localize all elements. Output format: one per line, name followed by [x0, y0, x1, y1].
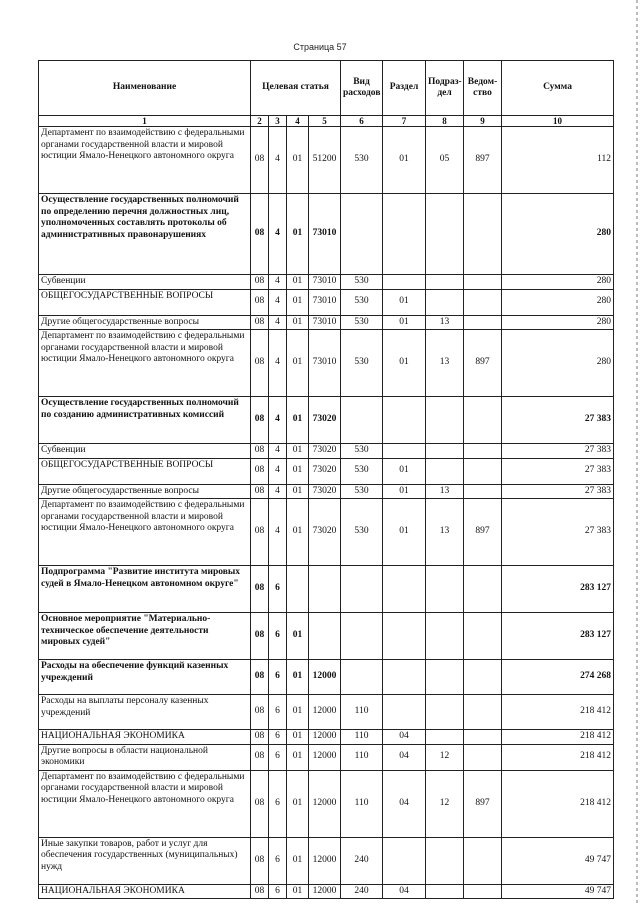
vedomstvo-cell: 897: [464, 770, 502, 837]
target-part-4: 12000: [309, 695, 341, 730]
sum-cell: 283 127: [502, 613, 614, 660]
target-part-2: 6: [269, 660, 287, 695]
col-number: 1: [39, 116, 251, 127]
vid-cell: 530: [341, 499, 383, 566]
target-part-3: 01: [287, 884, 309, 899]
razdel-cell: [383, 194, 426, 275]
target-part-3: 01: [287, 484, 309, 499]
table-row: [39, 613, 614, 660]
header-vid: Вид расходов: [341, 61, 383, 116]
row-name: Другие общегосударственные вопросы: [39, 484, 251, 499]
podrazdel-cell: [426, 194, 464, 275]
sum-cell: 218 412: [502, 770, 614, 837]
table-row: [39, 730, 614, 745]
razdel-cell: 01: [383, 458, 426, 484]
target-part-4: 12000: [309, 770, 341, 837]
row-name: Субвенции: [39, 444, 251, 459]
sum-cell: 280: [502, 194, 614, 275]
target-part-1: 08: [251, 289, 269, 315]
budget-table: [38, 60, 614, 899]
vedomstvo-cell: [464, 695, 502, 730]
vedomstvo-cell: [464, 837, 502, 884]
row-name: Департамент по взаимодействию с федеральными органами государственной власти и мировой юстиции Ямало-Ненецкого автономного округа: [39, 127, 251, 194]
target-part-1: 08: [251, 127, 269, 194]
podrazdel-cell: 05: [426, 127, 464, 194]
vid-cell: 110: [341, 695, 383, 730]
razdel-cell: [383, 444, 426, 459]
vedomstvo-cell: [464, 660, 502, 695]
target-part-2: 6: [269, 884, 287, 899]
target-part-4: 73010: [309, 315, 341, 330]
target-part-3: 01: [287, 660, 309, 695]
vid-cell: 240: [341, 884, 383, 899]
col-number: 4: [287, 116, 309, 127]
sum-cell: 218 412: [502, 744, 614, 770]
column-numbers-row: [39, 116, 614, 127]
target-part-1: 08: [251, 884, 269, 899]
vid-cell: [341, 566, 383, 613]
row-name: Основное мероприятие "Материально-техническое обеспечение деятельности мировых судей": [39, 613, 251, 660]
target-part-3: 01: [287, 744, 309, 770]
razdel-cell: 04: [383, 730, 426, 745]
razdel-cell: [383, 397, 426, 444]
razdel-cell: 04: [383, 884, 426, 899]
razdel-cell: [383, 695, 426, 730]
vid-cell: [341, 660, 383, 695]
table-row: [39, 660, 614, 695]
target-part-2: 6: [269, 744, 287, 770]
razdel-cell: 04: [383, 744, 426, 770]
vedomstvo-cell: [464, 194, 502, 275]
podrazdel-cell: 12: [426, 744, 464, 770]
sum-cell: 280: [502, 289, 614, 315]
podrazdel-cell: [426, 613, 464, 660]
podrazdel-cell: 12: [426, 770, 464, 837]
target-part-3: 01: [287, 770, 309, 837]
row-name: Расходы на обеспечение функций казенных учреждений: [39, 660, 251, 695]
podrazdel-cell: [426, 884, 464, 899]
vedomstvo-cell: [464, 484, 502, 499]
vedomstvo-cell: 897: [464, 127, 502, 194]
target-part-1: 08: [251, 613, 269, 660]
target-part-3: 01: [287, 289, 309, 315]
target-part-3: 01: [287, 397, 309, 444]
razdel-cell: [383, 837, 426, 884]
target-part-2: 6: [269, 770, 287, 837]
target-part-4: 12000: [309, 837, 341, 884]
header-target: Целевая статья: [251, 61, 341, 116]
table-row: [39, 444, 614, 459]
vid-cell: 530: [341, 275, 383, 290]
target-part-1: 08: [251, 837, 269, 884]
target-part-3: 01: [287, 730, 309, 745]
row-name: Подпрограмма "Развитие института мировых судей в Ямало-Ненецком автономном округе": [39, 566, 251, 613]
vedomstvo-cell: [464, 315, 502, 330]
podrazdel-cell: [426, 444, 464, 459]
target-part-3: 01: [287, 330, 309, 397]
col-number: 8: [426, 116, 464, 127]
target-part-4: 12000: [309, 730, 341, 745]
vedomstvo-cell: [464, 884, 502, 899]
table-row: [39, 695, 614, 730]
row-name: ОБЩЕГОСУДАРСТВЕННЫЕ ВОПРОСЫ: [39, 458, 251, 484]
sum-cell: 112: [502, 127, 614, 194]
vid-cell: 110: [341, 744, 383, 770]
podrazdel-cell: [426, 289, 464, 315]
podrazdel-cell: [426, 458, 464, 484]
table-row: [39, 770, 614, 837]
row-name: Департамент по взаимодействию с федеральными органами государственной власти и мировой юстиции Ямало-Ненецкого автономного округа: [39, 330, 251, 397]
target-part-4: 73020: [309, 499, 341, 566]
target-part-1: 08: [251, 444, 269, 459]
col-number: 6: [341, 116, 383, 127]
row-name: Другие вопросы в области национальной экономики: [39, 744, 251, 770]
podrazdel-cell: 13: [426, 484, 464, 499]
header-row: [39, 61, 614, 116]
vid-cell: 240: [341, 837, 383, 884]
razdel-cell: 01: [383, 315, 426, 330]
table-row: [39, 499, 614, 566]
razdel-cell: [383, 275, 426, 290]
sum-cell: 283 127: [502, 566, 614, 613]
vedomstvo-cell: [464, 397, 502, 444]
podrazdel-cell: [426, 730, 464, 745]
col-number: 10: [502, 116, 614, 127]
vid-cell: 530: [341, 330, 383, 397]
target-part-4: 73020: [309, 484, 341, 499]
row-name: НАЦИОНАЛЬНАЯ ЭКОНОМИКА: [39, 730, 251, 745]
target-part-4: [309, 566, 341, 613]
sum-cell: 218 412: [502, 730, 614, 745]
sum-cell: 274 268: [502, 660, 614, 695]
target-part-2: 4: [269, 275, 287, 290]
target-part-1: 08: [251, 730, 269, 745]
sum-cell: 27 383: [502, 458, 614, 484]
razdel-cell: 01: [383, 484, 426, 499]
table-row: [39, 884, 614, 899]
header-summa: Сумма: [502, 61, 614, 116]
target-part-2: 6: [269, 695, 287, 730]
row-name: Субвенции: [39, 275, 251, 290]
target-part-2: 4: [269, 330, 287, 397]
target-part-1: 08: [251, 744, 269, 770]
vedomstvo-cell: [464, 730, 502, 745]
target-part-3: 01: [287, 695, 309, 730]
target-part-2: 4: [269, 397, 287, 444]
target-part-1: 08: [251, 566, 269, 613]
target-part-2: 6: [269, 566, 287, 613]
vedomstvo-cell: 897: [464, 499, 502, 566]
target-part-1: 08: [251, 499, 269, 566]
sum-cell: 27 383: [502, 499, 614, 566]
row-name: Осуществление государственных полномочий по определению перечня должностных лиц, уполномоченных составлять протоколы об административных правонарушениях: [39, 194, 251, 275]
podrazdel-cell: 13: [426, 499, 464, 566]
target-part-2: 4: [269, 194, 287, 275]
target-part-2: 4: [269, 499, 287, 566]
sum-cell: 27 383: [502, 397, 614, 444]
podrazdel-cell: [426, 660, 464, 695]
col-number: 9: [464, 116, 502, 127]
page-label: Страница 57: [293, 42, 347, 52]
header-name: Наименование: [39, 61, 251, 116]
target-part-2: 4: [269, 444, 287, 459]
sum-cell: 280: [502, 330, 614, 397]
vid-cell: 530: [341, 484, 383, 499]
row-name: Осуществление государственных полномочий по созданию административных комиссий: [39, 397, 251, 444]
target-part-2: 4: [269, 289, 287, 315]
table-row: [39, 484, 614, 499]
target-part-3: 01: [287, 837, 309, 884]
target-part-1: 08: [251, 397, 269, 444]
scan-edge: [636, 0, 638, 905]
target-part-4: 51200: [309, 127, 341, 194]
target-part-3: 01: [287, 275, 309, 290]
sum-cell: 49 747: [502, 837, 614, 884]
target-part-4: 73010: [309, 275, 341, 290]
podrazdel-cell: [426, 695, 464, 730]
target-part-2: 6: [269, 613, 287, 660]
vedomstvo-cell: [464, 275, 502, 290]
sum-cell: 218 412: [502, 695, 614, 730]
table-row: [39, 275, 614, 290]
podrazdel-cell: [426, 837, 464, 884]
target-part-4: 73010: [309, 194, 341, 275]
table-row: [39, 397, 614, 444]
razdel-cell: [383, 566, 426, 613]
target-part-1: 08: [251, 458, 269, 484]
target-part-4: 73020: [309, 444, 341, 459]
target-part-4: 73020: [309, 458, 341, 484]
vid-cell: 530: [341, 315, 383, 330]
razdel-cell: [383, 613, 426, 660]
sum-cell: 49 747: [502, 884, 614, 899]
vedomstvo-cell: [464, 289, 502, 315]
row-name: Департамент по взаимодействию с федеральными органами государственной власти и мировой юстиции Ямало-Ненецкого автономного округа: [39, 499, 251, 566]
podrazdel-cell: 13: [426, 330, 464, 397]
razdel-cell: [383, 660, 426, 695]
target-part-2: 6: [269, 837, 287, 884]
target-part-4: 12000: [309, 884, 341, 899]
vid-cell: 530: [341, 289, 383, 315]
sum-cell: 280: [502, 315, 614, 330]
header-podrazdel: Подраз-дел: [426, 61, 464, 116]
target-part-3: [287, 566, 309, 613]
target-part-3: 01: [287, 458, 309, 484]
row-name: Другие общегосударственные вопросы: [39, 315, 251, 330]
razdel-cell: 01: [383, 289, 426, 315]
vid-cell: [341, 397, 383, 444]
razdel-cell: 01: [383, 330, 426, 397]
header-razdel: Раздел: [383, 61, 426, 116]
row-name: Расходы на выплаты персоналу казенных учреждений: [39, 695, 251, 730]
vid-cell: 110: [341, 770, 383, 837]
table-row: [39, 744, 614, 770]
table-row: [39, 458, 614, 484]
razdel-cell: 01: [383, 127, 426, 194]
sum-cell: 280: [502, 275, 614, 290]
target-part-2: 4: [269, 315, 287, 330]
target-part-3: 01: [287, 613, 309, 660]
sum-cell: 27 383: [502, 484, 614, 499]
target-part-3: 01: [287, 499, 309, 566]
target-part-3: 01: [287, 127, 309, 194]
row-name: ОБЩЕГОСУДАРСТВЕННЫЕ ВОПРОСЫ: [39, 289, 251, 315]
podrazdel-cell: 13: [426, 315, 464, 330]
col-number: 5: [309, 116, 341, 127]
vid-cell: 110: [341, 730, 383, 745]
table-row: [39, 837, 614, 884]
target-part-2: 4: [269, 484, 287, 499]
target-part-4: 73010: [309, 330, 341, 397]
target-part-3: 01: [287, 315, 309, 330]
vid-cell: 530: [341, 444, 383, 459]
vid-cell: 530: [341, 458, 383, 484]
vedomstvo-cell: [464, 444, 502, 459]
table-row: [39, 566, 614, 613]
podrazdel-cell: [426, 275, 464, 290]
podrazdel-cell: [426, 566, 464, 613]
table-row: [39, 330, 614, 397]
table-row: [39, 194, 614, 275]
razdel-cell: 01: [383, 499, 426, 566]
target-part-1: 08: [251, 484, 269, 499]
table-row: [39, 315, 614, 330]
vedomstvo-cell: [464, 458, 502, 484]
target-part-2: 4: [269, 127, 287, 194]
target-part-3: 01: [287, 444, 309, 459]
row-name: Иные закупки товаров, работ и услуг для обеспечения государственных (муниципальных) нужд: [39, 837, 251, 884]
row-name: Департамент по взаимодействию с федеральными органами государственной власти и мировой юстиции Ямало-Ненецкого автономного округа: [39, 770, 251, 837]
target-part-4: 73010: [309, 289, 341, 315]
razdel-cell: 04: [383, 770, 426, 837]
vedomstvo-cell: [464, 744, 502, 770]
target-part-4: 12000: [309, 744, 341, 770]
vedomstvo-cell: 897: [464, 330, 502, 397]
col-number: 3: [269, 116, 287, 127]
vid-cell: [341, 194, 383, 275]
podrazdel-cell: [426, 397, 464, 444]
vid-cell: [341, 613, 383, 660]
sum-cell: 27 383: [502, 444, 614, 459]
target-part-3: 01: [287, 194, 309, 275]
target-part-1: 08: [251, 660, 269, 695]
target-part-2: 4: [269, 458, 287, 484]
target-part-1: 08: [251, 194, 269, 275]
row-name: НАЦИОНАЛЬНАЯ ЭКОНОМИКА: [39, 884, 251, 899]
target-part-1: 08: [251, 315, 269, 330]
target-part-2: 6: [269, 730, 287, 745]
target-part-4: 73020: [309, 397, 341, 444]
target-part-1: 08: [251, 275, 269, 290]
vedomstvo-cell: [464, 566, 502, 613]
table-row: [39, 127, 614, 194]
target-part-1: 08: [251, 695, 269, 730]
col-number: 7: [383, 116, 426, 127]
col-number: 2: [251, 116, 269, 127]
target-part-4: 12000: [309, 660, 341, 695]
table-row: [39, 289, 614, 315]
header-vedomstvo: Ведом-ство: [464, 61, 502, 116]
target-part-1: 08: [251, 330, 269, 397]
target-part-4: [309, 613, 341, 660]
vedomstvo-cell: [464, 613, 502, 660]
target-part-1: 08: [251, 770, 269, 837]
vid-cell: 530: [341, 127, 383, 194]
